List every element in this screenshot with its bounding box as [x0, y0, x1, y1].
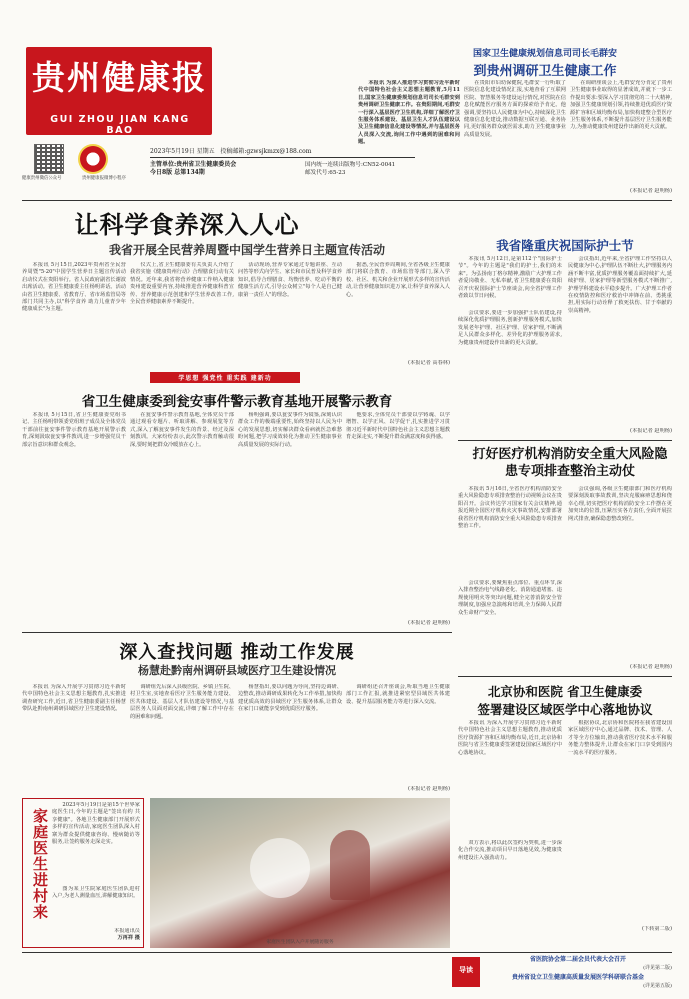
column-box-credit: [52, 928, 140, 944]
lead-col-3: 活动现场,营养专家通过专题讲座、互动问答等形式向学生、家长和市民普及科学食养知识,倡导合理膳食、均衡营养、吃动平衡的健康生活方式,引导公众树立"每个人是自己健康第一责任人"的理念。: [238, 262, 342, 298]
peking-title: 北京协和医院 省卫生健康委: [487, 684, 643, 699]
qr-label-1: 健康贵州微信公众号: [22, 176, 62, 181]
column-box-text-2: 图为某卫生院家庭医生团队进村入户,为老人测量血压,讲解健康知识。: [52, 886, 140, 900]
nurses-col-2: 会议指出,近年来,全省护理工作坚持以人民健康为中心,护理队伍不断壮大,护理服务内涵不断丰富,优质护理服务覆盖面持续扩大,延续护理、居家护理等新型服务模式不断推广,护理学科建设水平稳步提升。广大护理工作者在疫情防控和医疗救治中冲锋在前、勇挑重担,用实际行动诠释了救死扶伤、甘于奉献的崇高精神。: [568, 256, 672, 314]
investigate-col-3: 杨慧指出,要以问题为导向,坚持边调研、边整改,推动调研成果转化为工作举措,加快构建优质高效的县域医疗卫生服务体系,让群众在家门口就能享受到优质医疗服务。: [238, 684, 342, 713]
page-count: 今日8版: [150, 169, 173, 176]
investigate-col-1: 本报讯 为深入开展学习贯彻习近平新时代中国特色社会主义思想主题教育,扎实推进调查研究工作,近日,省卫生健康委副主任杨慧带队赴黔南州调研县域医疗卫生建设情况。: [22, 684, 126, 713]
top-right-editor: (本报记者 赵明杨): [629, 188, 672, 194]
photo-author: 万再祥 摄: [117, 935, 140, 942]
qr-code-icon: [34, 144, 64, 174]
nurses-col-1: 本报讯 5月12日,是第112个"国际护士节"。今年的主题是"我们的护士,我们的未来"。为弘扬南丁格尔精神,激励广大护理工作者爱岗敬业、无私奉献,省卫生健康委在贵阳召开庆祝国际护士节座谈会,向全省护理工作者致以节日问候。: [458, 256, 562, 300]
issue-date: 2023年5月19日: [150, 148, 195, 155]
peking-title-2: 签署建设区域医学中心落地协议: [477, 702, 653, 717]
fire-editor: (本报记者 赵明杨): [629, 664, 672, 670]
fire-rule: [458, 440, 672, 441]
lead-editor: (本报记者 高春林): [407, 360, 450, 366]
edu-col-2: 在瓮安事件警示教育基地,全体党员干部通过观看专题片、听取讲解、参观展览等方式,深入了解瓮安事件发生的背景、经过及深刻教训。大家纷纷表示,此次警示教育触动很深,要时刻把群众冷暖放在心上。: [130, 412, 234, 448]
edu-col-4: 他要求,全体党员干部要以学铸魂、以学增智、以学正风、以学促干,扎实推进学习贯彻习近平新时代中国特色社会主义思想主题教育走深走实,不断提升群众满意度和获得感。: [346, 412, 450, 441]
emblem-icon: [78, 144, 108, 174]
peking-col-3: 双方表示,将以此次签约为契机,进一步深化合作交流,推动项目早日落地见效,为健康贵州建设注入强劲动力。: [458, 840, 562, 861]
lead-col-2: 仪式上,省卫生健康委有关负责人介绍了我省实施《健康贵州行动》合理膳食行动有关情况。近年来,我省将营养健康工作纳入健康贵州建设重要内容,持续推进营养健康科普宣传、营养健康示范创建和学生营养改善工作,全民营养健康素养不断提升。: [130, 262, 234, 306]
bottom-rule: [22, 952, 672, 953]
newspaper-pinyin: GUI ZHOU JIAN KANG BAO: [50, 114, 190, 136]
report-line: 投稿邮箱:gzwsjkmzx@188.com: [220, 148, 312, 155]
issue-weekday: 星期五: [196, 148, 215, 155]
nurses-title: 我省隆重庆祝国际护士节: [496, 238, 634, 253]
lead-col-1: 本报讯 5月15日,2023年贵州省全民营养周暨"5·20"中国学生营养日主题宣传活动启动仪式在贵阳举行。省人民政府副省长谢波出席活动。省卫生健康委主任杨明讲话。活动由省卫生健康委、省教育厅、省市场监管局等部门共同主办,以"科学食养 助力儿童青少年健康成长"为主题。: [22, 262, 126, 313]
photo-figure-doctor: [250, 838, 310, 898]
peking-continued: (下转第二版): [642, 926, 672, 932]
investigate-subtitle: 杨慧赴黔南州调研县域医疗卫生建设情况: [138, 664, 336, 677]
peking-col-1: 本报讯 为深入开展学习贯彻习近平新时代中国特色社会主义思想主题教育,推动优质医疗资源扩容和区域均衡布局,近日,北京协和医院与省卫生健康委签署建设国家区域医疗中心落地协议。: [458, 720, 562, 756]
investigate-col-2: 调研组先后深入县级医院、乡镇卫生院、村卫生室,实地查看医疗卫生服务能力建设、医共体建设、基层人才队伍建设等情况,与基层医务人员面对面交流,详细了解工作中存在的困难和问题。: [130, 684, 234, 720]
nurses-col-3: 会议要求,要进一步加强护士队伍建设,持续深化优质护理服务,创新护理服务模式,加快发展老年护理、社区护理、居家护理,不断满足人民群众多样化、差异化的护理服务需求,为健康贵州建设作出新的更大贡献。: [458, 310, 562, 346]
daodu-item-1[interactable]: 省医院协会第二届会员代表大会召开 (详见第二版): [529, 956, 672, 971]
photo-by: 本报通讯员: [114, 928, 140, 934]
top-right-col-1: 本报讯 为深入推进学习贯彻习近平新时代中国特色社会主义思想主题教育,5月11日,国家卫生健康委规划信息司司长毛群安到贵州调研卫生健康工作。在贵阳期间,毛群安一行深入基层医疗卫生机构,详细了解医疗卫生服务体系建设、基层卫生人才队伍建设以及卫生健康信息化建设等情况,并与基层医务人员深入交流,询问工作中遇到的困难和问题。: [358, 80, 460, 146]
fire-title: 打好医疗机构消防安全重大风险隐患专项排查整治主动仗: [472, 447, 668, 479]
peking-col-2: 根据协议,北京协和医院将在我省建设国家区域医疗中心,通过品牌、技术、管理、人才等全方位输出,推动我省医疗技术水平和服务能力整体提升,让群众在家门口享受到国内一流水平的医疗服务。: [568, 720, 672, 756]
top-right-col-2: 在贵阳市妇幼保健院,毛群安一行听取了医院信息化建设情况汇报,实地查看了互联网医院、智慧服务等建设运行情况,对医院在信息化赋能医疗服务方面的探索给予肯定。他强调,要坚持以人民健康为中心,持续深化卫生健康信息化建设,推动数据互联互通、业务协同,更好服务群众就医需求,助力卫生健康事业高质量发展。: [464, 80, 566, 138]
photo-figure-villager: [330, 830, 370, 900]
sponsor-line: [150, 161, 300, 177]
issue-number: 总第134期: [174, 169, 205, 176]
nurses-editor: (本报记者 赵明杨): [629, 428, 672, 434]
fire-col-1: 本报讯 5月16日,全省医疗机构消防安全重大风险隐患专项排查整治行动视频会议在贵阳召开。会议传达学习国家有关会议精神,通报近期全国医疗机构火灾事故情况,安排部署我省医疗机构消防安全重大风险隐患专项排查整治工作。: [458, 486, 562, 530]
column-box-text: 2023年5月19日是第15个世界家庭医生日,今年的主题是"签出有约 共享健康"。各地卫生健康部门开展形式多样的宣传活动,家庭医生团队深入村寨为群众提供健康咨询、慢病随访等服务,让签约服务走深走实。: [52, 802, 140, 846]
edu-editor: (本报记者 赵明杨): [407, 620, 450, 626]
edu-title: 省卫生健康委到瓮安事件警示教育基地开展警示教育: [81, 394, 393, 410]
daodu-label: 导读: [459, 966, 473, 974]
peking-rule: [458, 676, 672, 677]
column-box-head: 家庭医生进村来: [31, 808, 49, 920]
lead-top-rule: [22, 200, 672, 201]
top-right-col-3: 在调研座谈会上,毛群安充分肯定了贵州卫生健康事业取得的显著成效,并就下一步工作提出要求:要深入学习贯彻党的二十大精神,加强卫生健康规划引领,持续推进优质医疗资源扩容和区域均衡布局,加快构建整合型医疗卫生服务体系,不断提升基层医疗卫生服务能力,为推动健康贵州建设作出新的更大贡献。: [570, 80, 672, 131]
fire-col-2: 会议强调,各级卫生健康部门和医疗机构要深刻汲取事故教训,坚决克服麻痹思想和侥幸心理,切实把医疗机构消防安全工作摆在更加突出的位置,压紧压实各方责任,全面开展拉网式排查,确保隐患整改到位。: [568, 486, 672, 522]
lead-title: 让科学食养深入人心: [74, 211, 300, 239]
daodu-item-2[interactable]: 贵州省设立卫生健康高质量发展医学科研联合基金 (详见第五版): [511, 974, 672, 989]
slogan-text: 学思想 强党性 重实践 建新功: [178, 375, 272, 382]
photo-caption: 家庭医生团队入户开展随访服务: [266, 940, 334, 945]
postal-code: 邮发代号:65-23: [305, 170, 346, 176]
fire-col-3: 会议要求,要聚焦重点部位、重点环节,深入排查整治电气线路老化、消防通道堵塞、违规使用明火等突出问题,健全完善消防安全管理制度,加强应急演练和培训,全力保障人民群众生命财产安全。: [458, 580, 562, 616]
edu-col-1: 本报讯 5月15日,省卫生健康委党组书记、主任杨明带领委党组班子成员及全体党员干部前往瓮安事件警示教育基地开展警示教育,深刻汲取瓮安事件教训,进一步增强党员干部宗旨意识和群众观念。: [22, 412, 126, 448]
investigate-col-4: 调研组还召开座谈会,听取当地卫生健康部门工作汇报,就推进紧密型县域医共体建设、提升基层服务能力等进行深入交流。: [346, 684, 450, 705]
lead-subtitle: 我省开展全民营养周暨中国学生营养日主题宣传活动: [108, 243, 385, 257]
sponsor: 主管单位:贵州省卫生健康委员会: [150, 161, 237, 168]
investigate-title: 深入查找问题 推动工作发展: [119, 642, 355, 663]
newspaper-title: 贵州健康报: [32, 58, 207, 97]
investigate-rule: [22, 632, 452, 633]
top-right-kicker: 国家卫生健康规划信息司司长毛群安: [472, 49, 617, 59]
domestic-code: 国内统一连续出版物号:CN52-0041: [305, 162, 396, 168]
edu-col-3: 杨明强调,要以瓮安事件为镜鉴,深刻认识群众工作的极端重要性,始终坚持以人民为中心的发展思想,切实解决群众看病就医急难愁盼问题,把学习成效转化为推动卫生健康事业高质量发展的实际行动。: [238, 412, 342, 448]
lead-col-4: 据悉,全民营养周期间,全省各级卫生健康部门将联合教育、市场监管等部门,深入学校、社区、机关和企业开展形式多样的宣传活动,让营养健康知识进万家,让科学食养深入人心。: [346, 262, 450, 298]
qr-label-2: 贵州健康报微博小程序: [82, 176, 126, 181]
investigate-editor: (本报记者 赵明杨): [407, 786, 450, 792]
top-right-title: 到贵州调研卫生健康工作: [473, 64, 617, 79]
